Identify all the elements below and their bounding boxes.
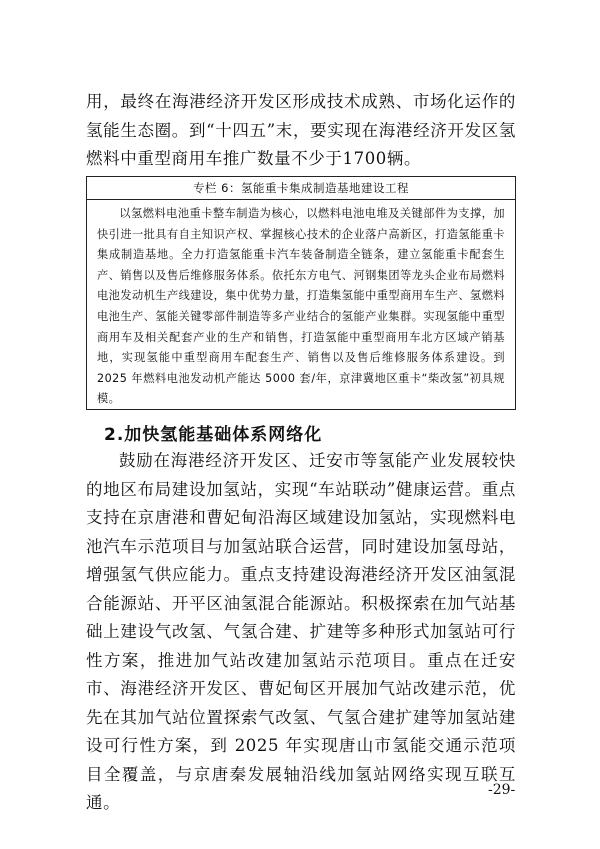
section-heading: 2.加快氢能基础体系网络化 (104, 425, 323, 445)
feature-box-title: 专栏 6：氢能重卡集成制造基地建设工程 (87, 177, 515, 200)
feature-box-body: 以氢燃料电池重卡整车制造为核心，以燃料电池电堆及关键部件为支撑，加快引进一批具有自主知识产权、掌握核心技术的企业落户高新区，打造氢能重卡集成制造基地。全力打造氢能重卡汽车装备制造全链条，建立氢能重卡配套生产、销售以及售后维修服务体系。依托东方电气、河钢集团等龙头企业布局燃料电池发动机生产线建设，集中优势力量，打造集氢能中重型商用车生产、氢燃料电池生产、氢能关键零部件制造等多产业结合的氢能产业集群。实现氢能中重型商用车及相关配套产业的生产和销售，打造氢能中重型商用车北方区域产销基地，实现氢能中重型商用车配套生产、销售以及售后维修服务体系建设。到 2025 年燃料电池发动机产能达 5000 套/年，京津冀地区重卡“柴改氢”初具规模。 (97, 207, 505, 406)
section-paragraph: 鼓励在海港经济开发区、迁安市等氢能产业发展较快的地区布局建设加氢站，实现“车站联动”健康运营。重点支持在京唐港和曹妃甸沿海区域建设加氢站，实现燃料电池汽车示范项目与加氢站联合运营，同时建设加氢母站，增强氢气供应能力。重点支持建设海港经济开发区油氢混合能源站、开平区油氢混合能源站。积极探索在加气站基础上建设气改氢、气氢合建、扩建等多种形式加氢站可行性方案，推进加气站改建加氢站示范项目。重点在迁安市、海港经济开发区、曹妃甸区开展加气站改建示范，优先在其加气站位置探索气改氢、气氢合建扩建等加氢站建设可行性方案，到 2025 年实现唐山市氢能交通示范项目全覆盖，与京唐秦发展轴沿线加氢站网络实现互联互通。 (86, 451, 516, 812)
intro-paragraph: 用，最终在海港经济开发区形成技术成熟、市场化运作的氢能生态圈。到“十四五”末，要实现在海港经济开发区氢燃料中重型商用车推广数量不少于1700辆。 (86, 92, 516, 168)
page-number: -29- (488, 782, 516, 798)
feature-box (86, 176, 516, 410)
